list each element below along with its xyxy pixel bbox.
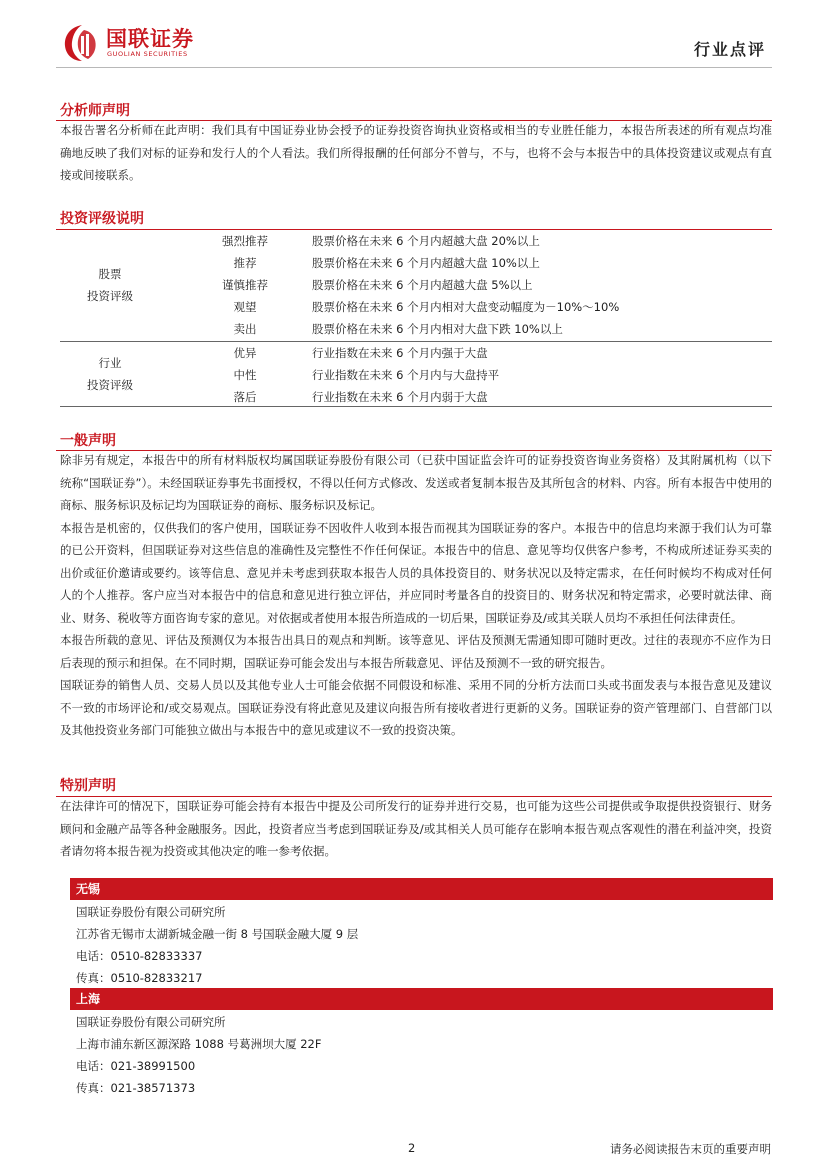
general-paragraph: 国联证券的销售人员、交易人员以及其他专业人士可能会依据不同假设和标准、采用不同的分析方法而口头或书面发表与本报告意见及建议不一致的市场评论和/或交易观点。国联证券没有将此意见及建议向报告所有接收者进行更新的义务。国联证券的资产管理部门、自营部门以及其他投资业务部门可能独立做出与本报告中的意见或建议不一致的投资决策。 bbox=[60, 678, 772, 737]
table-row bbox=[60, 230, 772, 252]
report-type-label: 行业点评 bbox=[693, 40, 766, 59]
office-address: 上海市浦东新区源深路 1088 号葛洲坝大厦 22F bbox=[76, 1037, 322, 1051]
rating-description: 股票价格在未来 6 个月内超越大盘 5%以上 bbox=[312, 278, 533, 292]
special-statement-title: 特别声明 bbox=[60, 778, 116, 794]
office-city-bar: 上海 bbox=[70, 988, 773, 1010]
office-phone: 电话：0510-82833337 bbox=[76, 949, 203, 963]
rating-grade: 卖出 bbox=[233, 322, 257, 336]
logo-text: 国联证券 bbox=[106, 27, 194, 51]
stock-category-label: 股票 bbox=[98, 267, 122, 281]
page-number: 2 bbox=[408, 1141, 416, 1155]
guolian-logo-icon bbox=[60, 22, 100, 62]
rating-grade: 中性 bbox=[233, 368, 257, 382]
rating-description: 股票价格在未来 6 个月内超越大盘 10%以上 bbox=[312, 256, 540, 270]
table-row bbox=[60, 386, 772, 408]
general-statement-body bbox=[60, 449, 772, 742]
rating-description: 行业指数在未来 6 个月内弱于大盘 bbox=[312, 390, 488, 404]
office-address: 江苏省无锡市太湖新城金融一街 8 号国联金融大厦 9 层 bbox=[76, 927, 359, 941]
stock-category-label: 投资评级 bbox=[87, 289, 133, 303]
table-row bbox=[60, 342, 772, 364]
rating-description: 股票价格在未来 6 个月内相对大盘变动幅度为－10%～10% bbox=[312, 300, 620, 314]
page-header bbox=[60, 20, 772, 64]
rating-description: 行业指数在未来 6 个月内与大盘持平 bbox=[312, 368, 500, 382]
special-statement-text: 在法律许可的情况下，国联证券可能会持有本报告中提及公司所发行的证券并进行交易，也可能为这些公司提供或争取提供投资银行、财务顾问和金融产品等各种金融服务。因此，投资者应当考虑到国联证券及/或其相关人员可能存在影响本报告观点客观性的潜在利益冲突，投资者请勿将本报告视为投资或其他决定的唯一参考依据。 bbox=[60, 799, 772, 858]
rating-description: 股票价格在未来 6 个月内超越大盘 20%以上 bbox=[312, 234, 540, 248]
table-row bbox=[60, 274, 772, 296]
rating-description: 行业指数在未来 6 个月内强于大盘 bbox=[312, 346, 488, 360]
general-statement-title: 一般声明 bbox=[60, 433, 116, 449]
rating-table bbox=[60, 230, 772, 406]
header-divider bbox=[56, 67, 772, 68]
table-row bbox=[60, 318, 772, 340]
analyst-statement-title: 分析师声明 bbox=[60, 103, 130, 119]
industry-category-label: 投资评级 bbox=[87, 378, 133, 392]
table-row bbox=[60, 252, 772, 274]
rating-description: 股票价格在未来 6 个月内相对大盘下跌 10%以上 bbox=[312, 322, 563, 336]
rating-grade: 观望 bbox=[233, 300, 257, 314]
table-row bbox=[60, 364, 772, 386]
office-fax: 传真：021-38571373 bbox=[76, 1081, 196, 1095]
rating-title: 投资评级说明 bbox=[60, 211, 144, 227]
rating-grade: 推荐 bbox=[233, 256, 257, 270]
general-paragraph: 本报告所载的意见、评估及预测仅为本报告出具日的观点和判断。该等意见、评估及预测无需通知即可随时更改。过往的表现亦不应作为日后表现的预示和担保。在不同时期，国联证券可能会发出与本报告所载意见、评估及预测不一致的研究报告。 bbox=[60, 633, 772, 670]
rating-grade: 优异 bbox=[233, 346, 257, 360]
industry-category-label: 行业 bbox=[98, 356, 122, 370]
general-paragraph: 本报告是机密的，仅供我们的客户使用，国联证券不因收件人收到本报告而视其为国联证券的客户。本报告中的信息均来源于我们认为可靠的已公开资料，但国联证券对这些信息的准确性及完整性不作任何保证。本报告中的信息、意见等均仅供客户参考，不构成所述证券买卖的出价或征价邀请或要约。该等信息、意见并未考虑到获取本报告人员的具体投资目的、财务状况以及特定需求，在任何时候均不构成对任何人的个人推荐。客户应当对本报告中的信息和意见进行独立评估，并应同时考量各自的投资目的、财务状况和特定需求，必要时就法律、商业、财务、税收等方面咨询专家的意见。对依据或者使用本报告所造成的一切后果，国联证券及/或其关联人员均不承担任何法律责任。 bbox=[60, 520, 772, 625]
table-divider bbox=[60, 406, 772, 407]
rating-grade: 落后 bbox=[233, 390, 257, 404]
rating-grade: 强烈推荐 bbox=[222, 234, 268, 248]
office-phone: 电话：021-38991500 bbox=[76, 1059, 196, 1073]
office-fax: 传真：0510-82833217 bbox=[76, 971, 203, 985]
footer-disclaimer: 请务必阅读报告末页的重要声明 bbox=[610, 1142, 771, 1156]
office-company: 国联证券股份有限公司研究所 bbox=[76, 905, 226, 919]
office-city-bar: 无锡 bbox=[70, 878, 773, 900]
table-row bbox=[60, 296, 772, 318]
rating-grade: 谨慎推荐 bbox=[222, 278, 268, 292]
office-company: 国联证券股份有限公司研究所 bbox=[76, 1015, 226, 1029]
logo-english-text: GUOLIAN SECURITIES bbox=[107, 50, 188, 58]
analyst-statement-text: 本报告署名分析师在此声明：我们具有中国证券业协会授予的证券投资咨询执业资格或相当的专业胜任能力，本报告所表述的所有观点均准确地反映了我们对标的证券和发行人的个人看法。我们所得报酬的任何部分不曾与，不与，也将不会与本报告中的具体投资建议或观点有直接或间接联系。 bbox=[60, 123, 772, 182]
general-paragraph: 除非另有规定，本报告中的所有材料版权均属国联证券股份有限公司（已获中国证监会许可的证券投资咨询业务资格）及其附属机构（以下统称“国联证券”）。未经国联证券事先书面授权，不得以任何方式修改、发送或者复制本报告及其所包含的材料、内容。所有本报告中使用的商标、服务标识及标记均为国联证券的商标、服务标识及标记。 bbox=[60, 453, 772, 512]
